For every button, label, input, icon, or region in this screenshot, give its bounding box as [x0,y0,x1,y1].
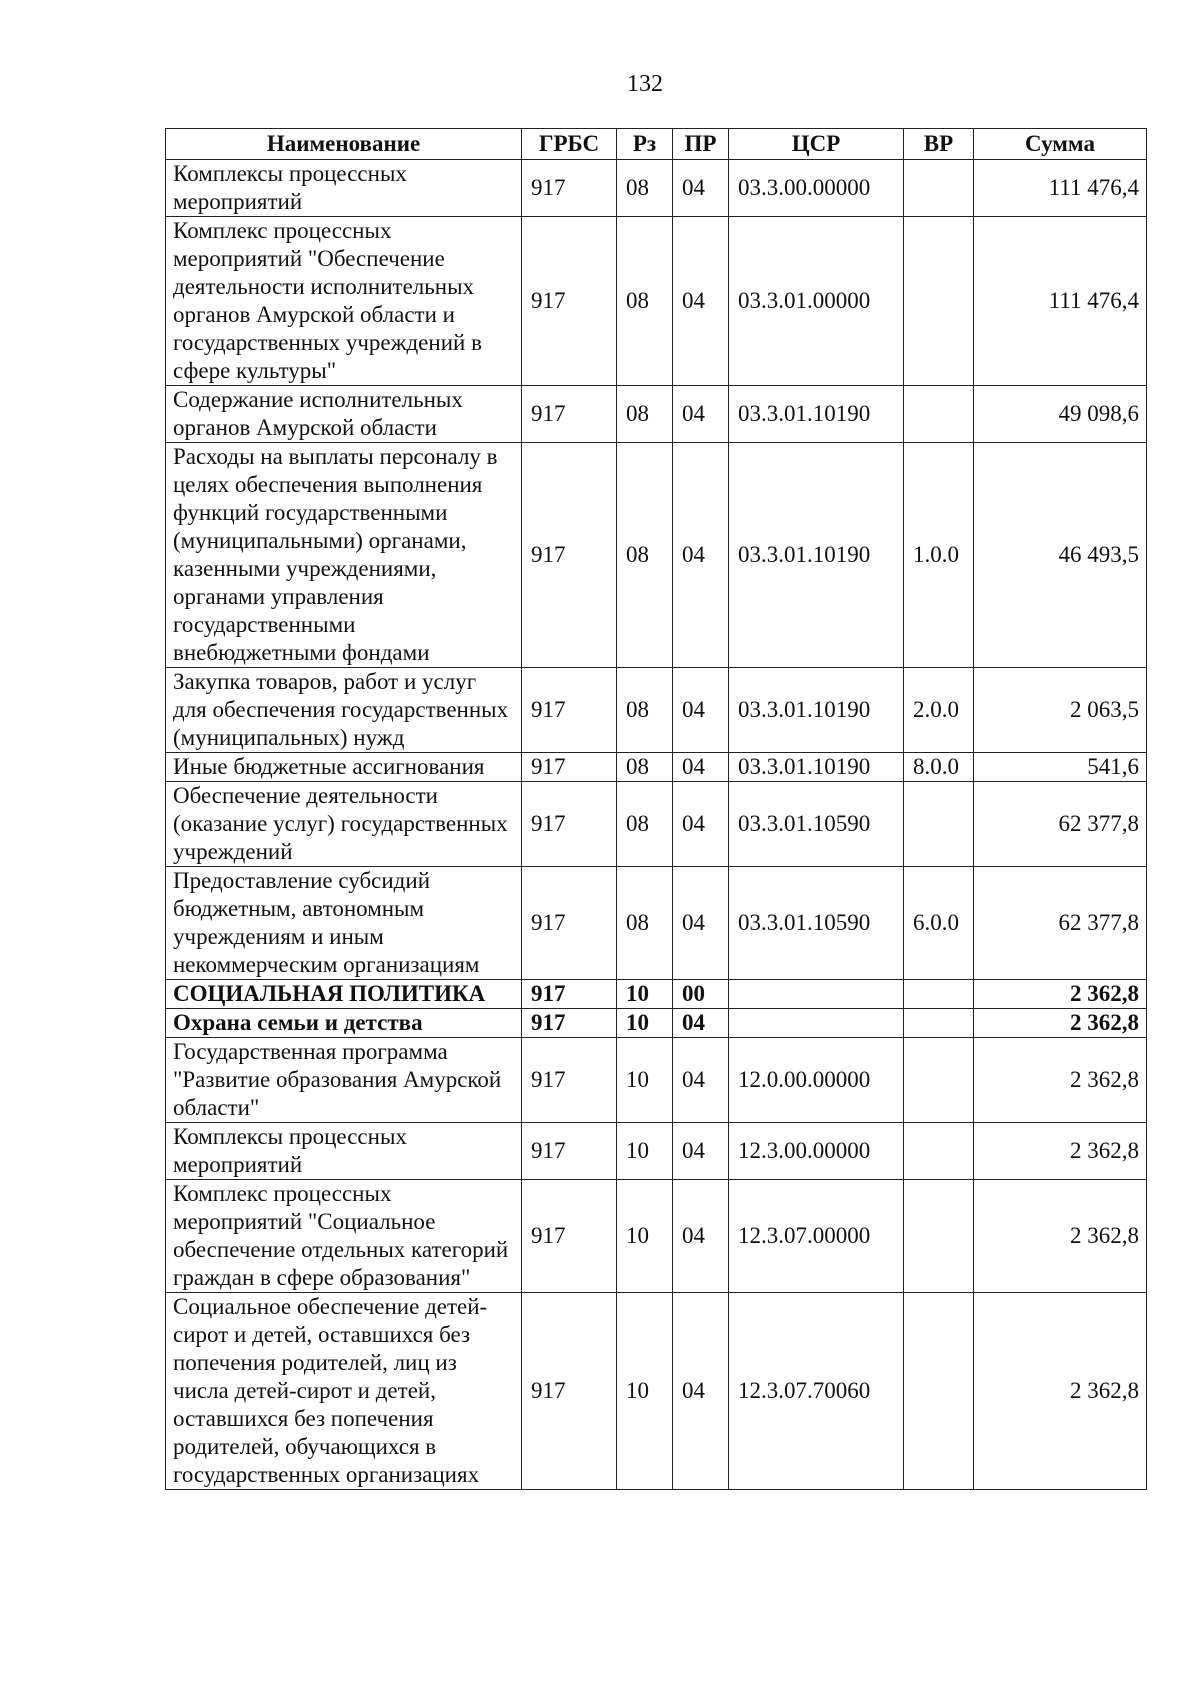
cell-name: Государственная программа "Развитие образования Амурской области" [166,1038,522,1123]
cell-name: Охрана семьи и детства [166,1009,522,1038]
cell-rz: 10 [617,1123,673,1180]
cell-name: Комплексы процессных мероприятий [166,160,522,217]
table-row [166,160,1147,217]
table-row [166,386,1147,443]
table-header-row [166,129,1147,160]
cell-name: Комплексы процессных мероприятий [166,1123,522,1180]
cell-sum: 541,6 [974,753,1147,782]
cell-grbs: 917 [522,1293,617,1490]
cell-pr: 04 [673,386,729,443]
cell-pr: 04 [673,753,729,782]
cell-grbs: 917 [522,443,617,668]
cell-grbs: 917 [522,160,617,217]
cell-vr [904,217,974,386]
cell-pr: 04 [673,443,729,668]
header-vr: ВР [904,129,974,160]
cell-pr: 04 [673,1123,729,1180]
cell-pr: 04 [673,1038,729,1123]
cell-name: Комплекс процессных мероприятий "Обеспечение деятельности исполнительных органов Амурской области и государственных учреждений в сфере культуры" [166,217,522,386]
header-rz: Рз [617,129,673,160]
cell-sum: 62 377,8 [974,782,1147,867]
cell-name: Комплекс процессных мероприятий "Социальное обеспечение отдельных категорий граждан в сфере образования" [166,1180,522,1293]
cell-sum: 2 063,5 [974,668,1147,753]
cell-sum: 49 098,6 [974,386,1147,443]
cell-name: Предоставление субсидий бюджетным, автономным учреждениям и иным некоммерческим организациям [166,867,522,980]
table-row [166,217,1147,386]
cell-vr [904,1038,974,1123]
cell-name: Расходы на выплаты персоналу в целях обеспечения выполнения функций государственными (муниципальными) органами, казенными учреждениями, органами управления государственными внебюджетными фондами [166,443,522,668]
header-pr: ПР [673,129,729,160]
table-row [166,1180,1147,1293]
header-name: Наименование [166,129,522,160]
cell-pr: 04 [673,668,729,753]
cell-vr [904,782,974,867]
cell-rz: 08 [617,443,673,668]
cell-sum: 2 362,8 [974,1180,1147,1293]
table-row [166,980,1147,1009]
cell-name: Закупка товаров, работ и услуг для обеспечения государственных (муниципальных) нужд [166,668,522,753]
cell-grbs: 917 [522,668,617,753]
table-row [166,753,1147,782]
cell-pr: 04 [673,217,729,386]
cell-sum: 46 493,5 [974,443,1147,668]
cell-vr: 8.0.0 [904,753,974,782]
cell-grbs: 917 [522,867,617,980]
cell-csr: 12.3.00.00000 [729,1123,904,1180]
cell-vr [904,1009,974,1038]
cell-rz: 10 [617,1038,673,1123]
cell-sum: 2 362,8 [974,1123,1147,1180]
cell-rz: 08 [617,668,673,753]
cell-csr [729,980,904,1009]
cell-vr: 1.0.0 [904,443,974,668]
budget-table [165,128,1147,1490]
cell-rz: 08 [617,386,673,443]
header-grbs: ГРБС [522,129,617,160]
cell-name: Содержание исполнительных органов Амурской области [166,386,522,443]
cell-vr: 6.0.0 [904,867,974,980]
cell-csr: 03.3.00.00000 [729,160,904,217]
cell-grbs: 917 [522,1038,617,1123]
cell-vr [904,1123,974,1180]
cell-pr: 04 [673,867,729,980]
cell-sum: 111 476,4 [974,160,1147,217]
cell-pr: 04 [673,160,729,217]
cell-sum: 2 362,8 [974,980,1147,1009]
cell-sum: 2 362,8 [974,1293,1147,1490]
cell-pr: 04 [673,1009,729,1038]
cell-vr [904,386,974,443]
cell-rz: 10 [617,980,673,1009]
cell-csr: 03.3.01.10190 [729,386,904,443]
cell-csr: 12.0.00.00000 [729,1038,904,1123]
cell-vr [904,1180,974,1293]
cell-rz: 10 [617,1009,673,1038]
cell-name: Социальное обеспечение детей-сирот и детей, оставшихся без попечения родителей, лиц из числа детей-сирот и детей, оставшихся без попечения родителей, обучающихся в государственных организациях [166,1293,522,1490]
cell-rz: 08 [617,217,673,386]
cell-csr: 03.3.01.10190 [729,668,904,753]
cell-vr [904,160,974,217]
cell-grbs: 917 [522,1009,617,1038]
table-row [166,1038,1147,1123]
cell-pr: 04 [673,1180,729,1293]
table-row [166,1123,1147,1180]
cell-pr: 04 [673,1293,729,1490]
cell-rz: 10 [617,1180,673,1293]
table-row [166,1009,1147,1038]
cell-vr: 2.0.0 [904,668,974,753]
cell-name: СОЦИАЛЬНАЯ ПОЛИТИКА [166,980,522,1009]
cell-rz: 08 [617,782,673,867]
cell-csr: 03.3.01.00000 [729,217,904,386]
cell-grbs: 917 [522,386,617,443]
cell-pr: 00 [673,980,729,1009]
cell-name: Иные бюджетные ассигнования [166,753,522,782]
cell-grbs: 917 [522,1123,617,1180]
header-csr: ЦСР [729,129,904,160]
table-row [166,668,1147,753]
page-number: 132 [627,71,663,97]
header-sum: Сумма [974,129,1147,160]
cell-rz: 08 [617,753,673,782]
cell-grbs: 917 [522,1180,617,1293]
cell-csr: 03.3.01.10190 [729,753,904,782]
cell-csr: 03.3.01.10590 [729,867,904,980]
table-row [166,1293,1147,1490]
table-row [166,782,1147,867]
cell-vr [904,1293,974,1490]
table-row [166,867,1147,980]
cell-csr: 12.3.07.00000 [729,1180,904,1293]
cell-vr [904,980,974,1009]
cell-sum: 2 362,8 [974,1038,1147,1123]
cell-sum: 62 377,8 [974,867,1147,980]
table-row [166,443,1147,668]
cell-name: Обеспечение деятельности (оказание услуг) государственных учреждений [166,782,522,867]
cell-grbs: 917 [522,217,617,386]
cell-sum: 2 362,8 [974,1009,1147,1038]
table-body [166,160,1147,1490]
cell-sum: 111 476,4 [974,217,1147,386]
cell-csr: 12.3.07.70060 [729,1293,904,1490]
cell-grbs: 917 [522,753,617,782]
cell-grbs: 917 [522,782,617,867]
cell-rz: 08 [617,160,673,217]
cell-csr: 03.3.01.10190 [729,443,904,668]
cell-grbs: 917 [522,980,617,1009]
cell-rz: 10 [617,1293,673,1490]
cell-pr: 04 [673,782,729,867]
cell-csr: 03.3.01.10590 [729,782,904,867]
cell-csr [729,1009,904,1038]
cell-rz: 08 [617,867,673,980]
